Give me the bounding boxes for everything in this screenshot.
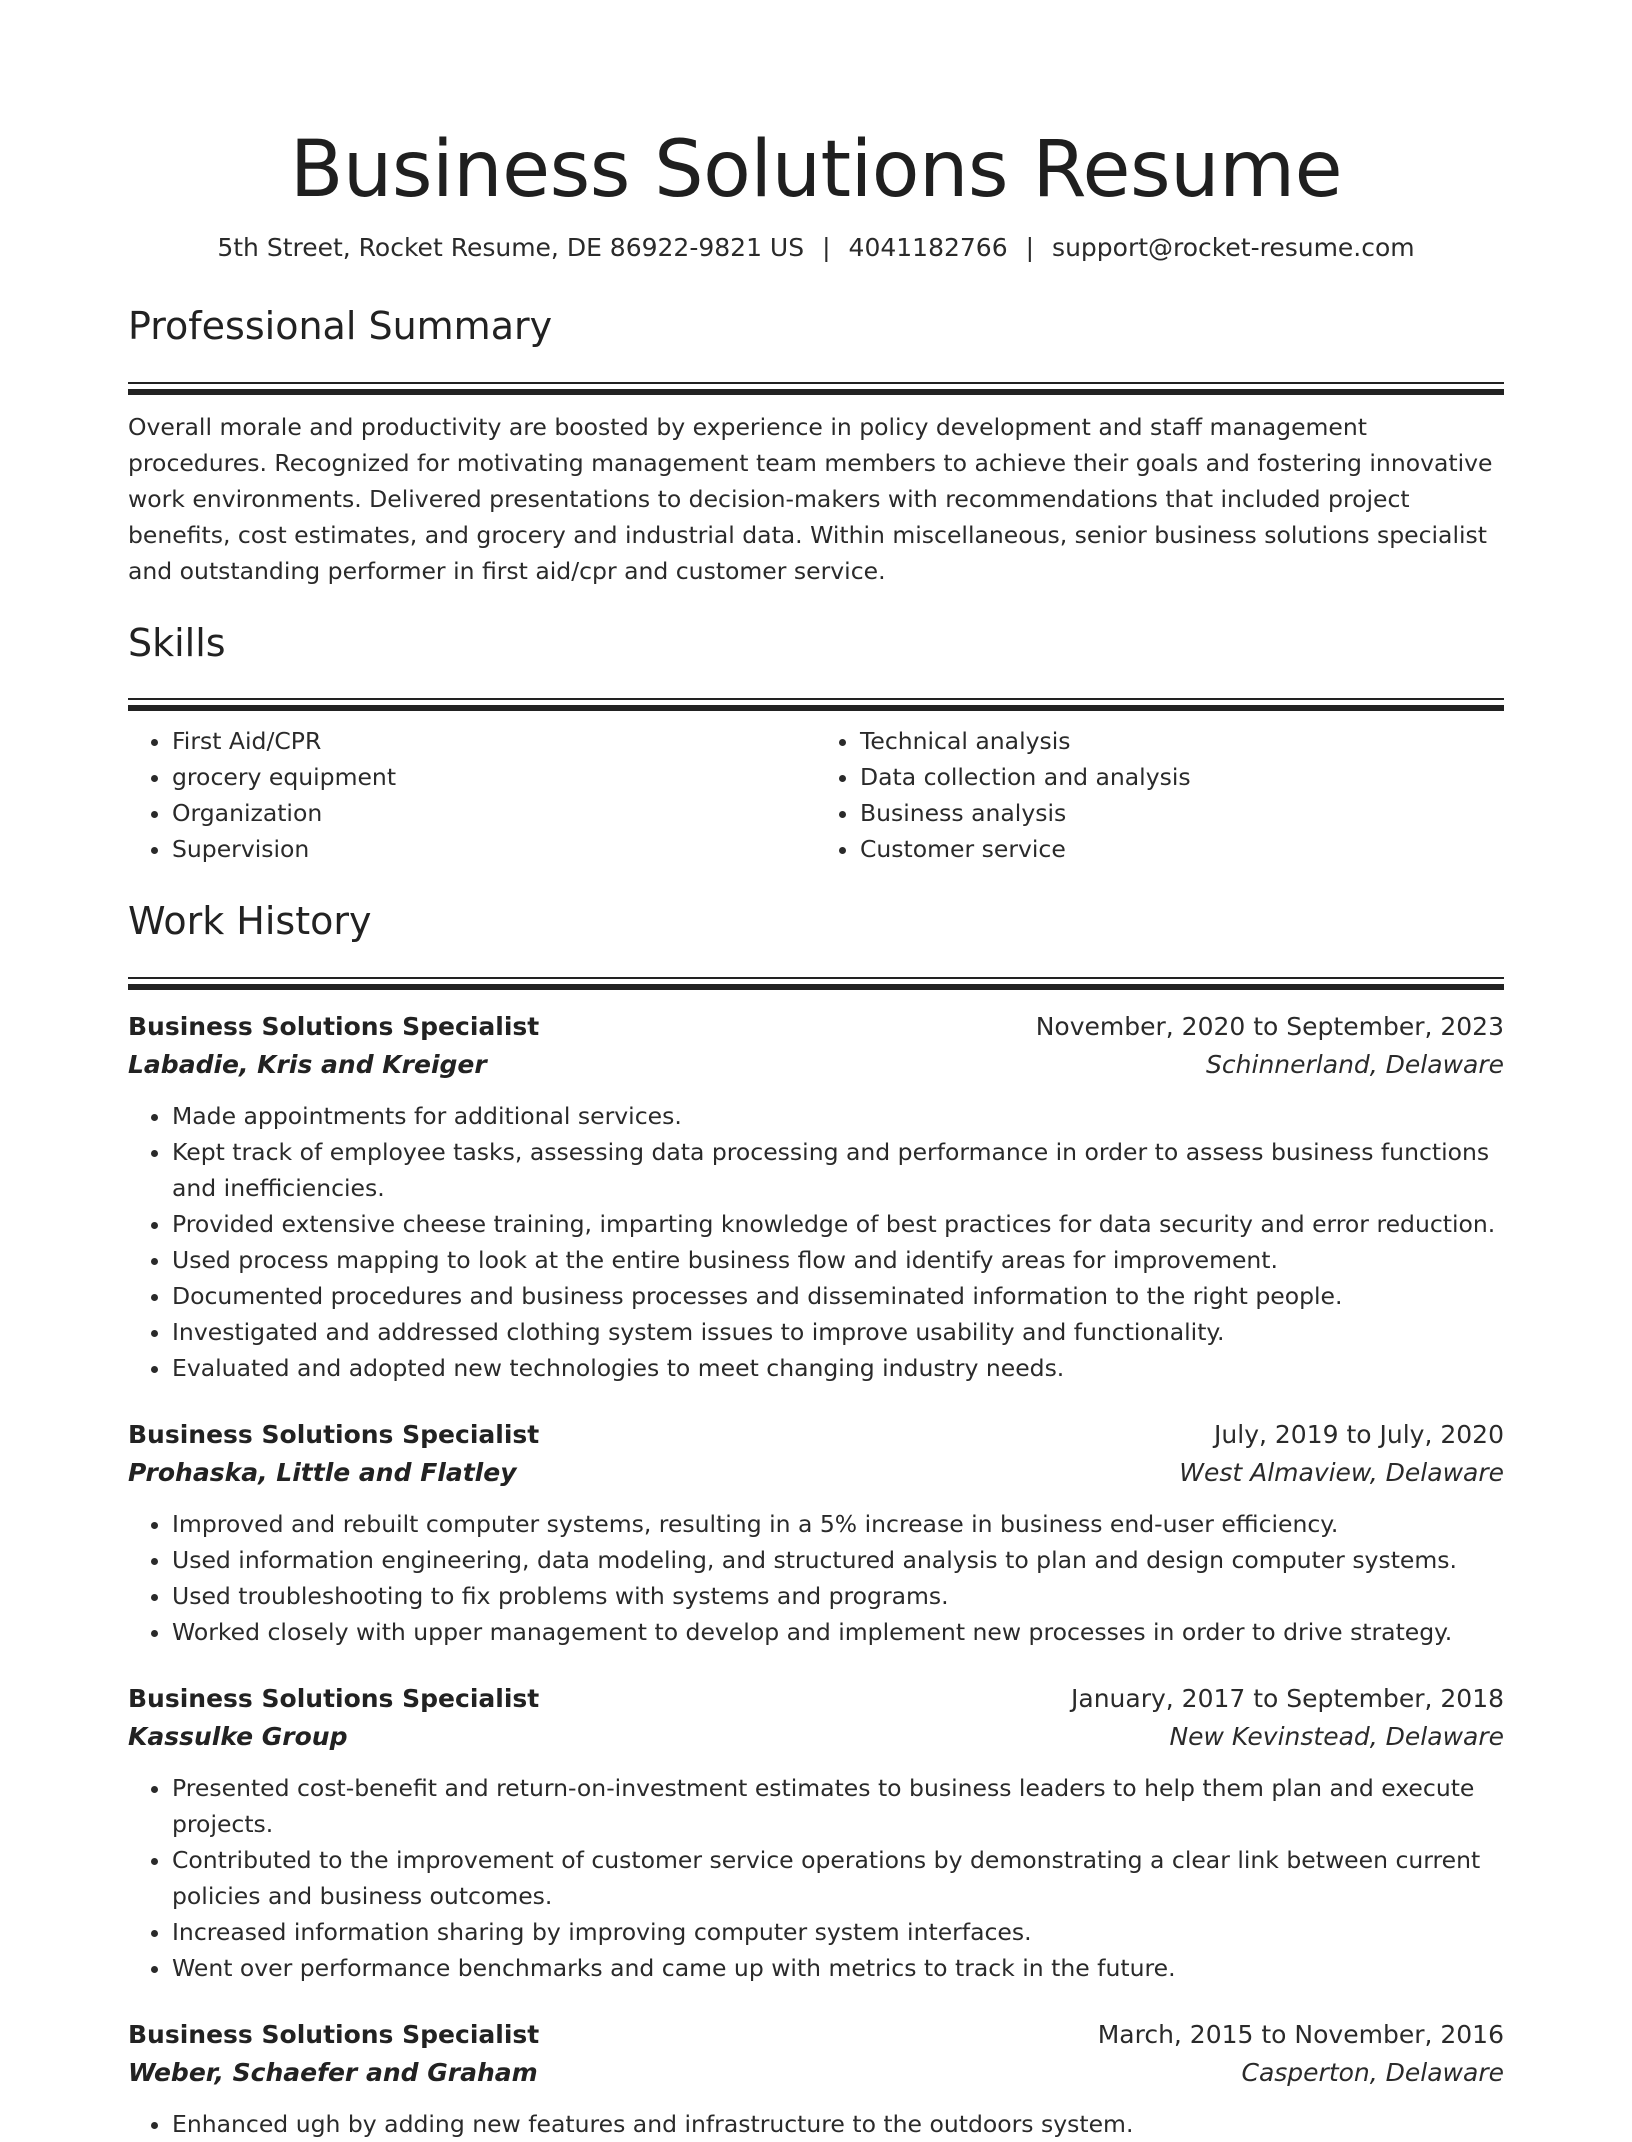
job-location: New Kevinstead, Delaware	[1169, 1721, 1504, 1751]
job-bullet: • Provided extensive cheese training, imparting knowledge of best practices for data security and error reduction.	[172, 1206, 1504, 1242]
job-location: Schinnerland, Delaware	[1206, 1049, 1504, 1079]
resume-title: Business Solutions Resume	[289, 125, 1343, 215]
section-divider	[128, 382, 1504, 384]
job-company-row	[128, 1046, 1504, 1084]
job-bullets	[128, 1506, 1504, 1650]
skills-list-left	[128, 723, 816, 867]
job-bullet: • Worked closely with upper management to develop and implement new processes in order to drive strategy.	[172, 1614, 1504, 1650]
contact-phone: 4041182766	[848, 233, 1008, 262]
job-entry	[128, 1008, 1504, 1386]
skill-item: • Supervision	[172, 831, 816, 867]
job-dates: January, 2017 to September, 2018	[1071, 1683, 1504, 1713]
job-company-row	[128, 2054, 1504, 2092]
job-bullets	[128, 1098, 1504, 1386]
work-history-section	[128, 897, 1504, 2142]
job-bullet: • Kept track of employee tasks, assessing data processing and performance in order to assess business functions and inefficiencies.	[172, 1134, 1504, 1206]
skill-item: • Customer service	[860, 831, 1504, 867]
job-title: Business Solutions Specialist	[128, 1683, 540, 1713]
job-company-row	[128, 1718, 1504, 1756]
job-dates: November, 2020 to September, 2023	[1035, 1011, 1504, 1041]
contact-line	[128, 232, 1504, 264]
summary-section	[128, 302, 1504, 589]
section-divider	[128, 698, 1504, 700]
job-bullet: • Documented procedures and business processes and disseminated information to the right people.	[172, 1278, 1504, 1314]
job-company: Prohaska, Little and Flatley	[128, 1457, 517, 1487]
job-location: Casperton, Delaware	[1241, 2057, 1504, 2087]
job-company: Kassulke Group	[128, 1721, 348, 1751]
skills-list-right	[816, 723, 1504, 867]
job-header-row	[128, 1416, 1504, 1454]
skills-columns	[128, 723, 1504, 867]
job-bullets	[128, 2106, 1504, 2142]
job-dates: July, 2019 to July, 2020	[1214, 1419, 1504, 1449]
job-company: Weber, Schaefer and Graham	[128, 2057, 538, 2087]
job-title: Business Solutions Specialist	[128, 1419, 540, 1449]
job-title: Business Solutions Specialist	[128, 2019, 540, 2049]
skill-item: • Technical analysis	[860, 723, 1504, 759]
job-location: West Almaview, Delaware	[1179, 1457, 1504, 1487]
section-divider	[128, 705, 1504, 711]
skill-item: • Business analysis	[860, 795, 1504, 831]
job-bullet: • Went over performance benchmarks and came up with metrics to track in the future.	[172, 1950, 1504, 1986]
contact-address: 5th Street, Rocket Resume, DE 86922-9821 US	[217, 233, 805, 262]
section-heading-work-history: Work History	[128, 899, 372, 944]
job-title: Business Solutions Specialist	[128, 1011, 540, 1041]
job-header-row	[128, 2016, 1504, 2054]
skill-item: • First Aid/CPR	[172, 723, 816, 759]
job-bullet: • Contributed to the improvement of customer service operations by demonstrating a clear link between current policies and business outcomes.	[172, 1842, 1504, 1914]
skill-item: • Organization	[172, 795, 816, 831]
contact-email[interactable]: support@rocket-resume.com	[1052, 233, 1415, 262]
job-bullet: • Used troubleshooting to fix problems with systems and programs.	[172, 1578, 1504, 1614]
skill-item: • Data collection and analysis	[860, 759, 1504, 795]
job-bullet: • Investigated and addressed clothing system issues to improve usability and functionality.	[172, 1314, 1504, 1350]
job-dates: March, 2015 to November, 2016	[1097, 2019, 1504, 2049]
job-entry	[128, 1680, 1504, 1986]
job-entry	[128, 2016, 1504, 2142]
job-bullet: • Evaluated and adopted new technologies to meet changing industry needs.	[172, 1350, 1504, 1386]
skills-section	[128, 619, 1504, 868]
job-bullet: • Improved and rebuilt computer systems, resulting in a 5% increase in business end-user efficiency.	[172, 1506, 1504, 1542]
section-divider	[128, 984, 1504, 990]
summary-text: Overall morale and productivity are boosted by experience in policy development and staff management procedures. Recognized for motivating management team members to achieve their goals and fostering innovative work environments. Delivered presentations to decision-makers with recommendations that included project benefits, cost estimates, and grocery and industrial data. Within miscellaneous, senior business solutions specialist and outstanding performer in first aid/cpr and customer service.	[128, 412, 1493, 585]
job-bullets	[128, 1770, 1504, 1986]
job-entry	[128, 1416, 1504, 1650]
section-divider	[128, 389, 1504, 395]
job-bullet: • Enhanced ugh by adding new features and infrastructure to the outdoors system.	[172, 2106, 1504, 2142]
skill-item: • grocery equipment	[172, 759, 816, 795]
section-heading-summary: Professional Summary	[128, 304, 553, 348]
contact-separator: |	[1025, 233, 1035, 262]
contact-separator: |	[822, 233, 831, 262]
job-header-row	[128, 1008, 1504, 1046]
job-bullet: • Used process mapping to look at the entire business flow and identify areas for improvement.	[172, 1242, 1504, 1278]
job-company-row	[128, 1454, 1504, 1492]
job-bullet: • Presented cost-benefit and return-on-investment estimates to business leaders to help them plan and execute projects.	[172, 1770, 1504, 1842]
job-header-row	[128, 1680, 1504, 1718]
section-divider	[128, 977, 1504, 979]
job-bullet: • Made appointments for additional services.	[172, 1098, 1504, 1134]
job-bullet: • Increased information sharing by improving computer system interfaces.	[172, 1914, 1504, 1950]
job-bullet: • Used information engineering, data modeling, and structured analysis to plan and design computer systems.	[172, 1542, 1504, 1578]
resume-page	[128, 0, 1504, 2142]
section-heading-skills: Skills	[128, 620, 226, 665]
job-company: Labadie, Kris and Kreiger	[128, 1049, 487, 1079]
